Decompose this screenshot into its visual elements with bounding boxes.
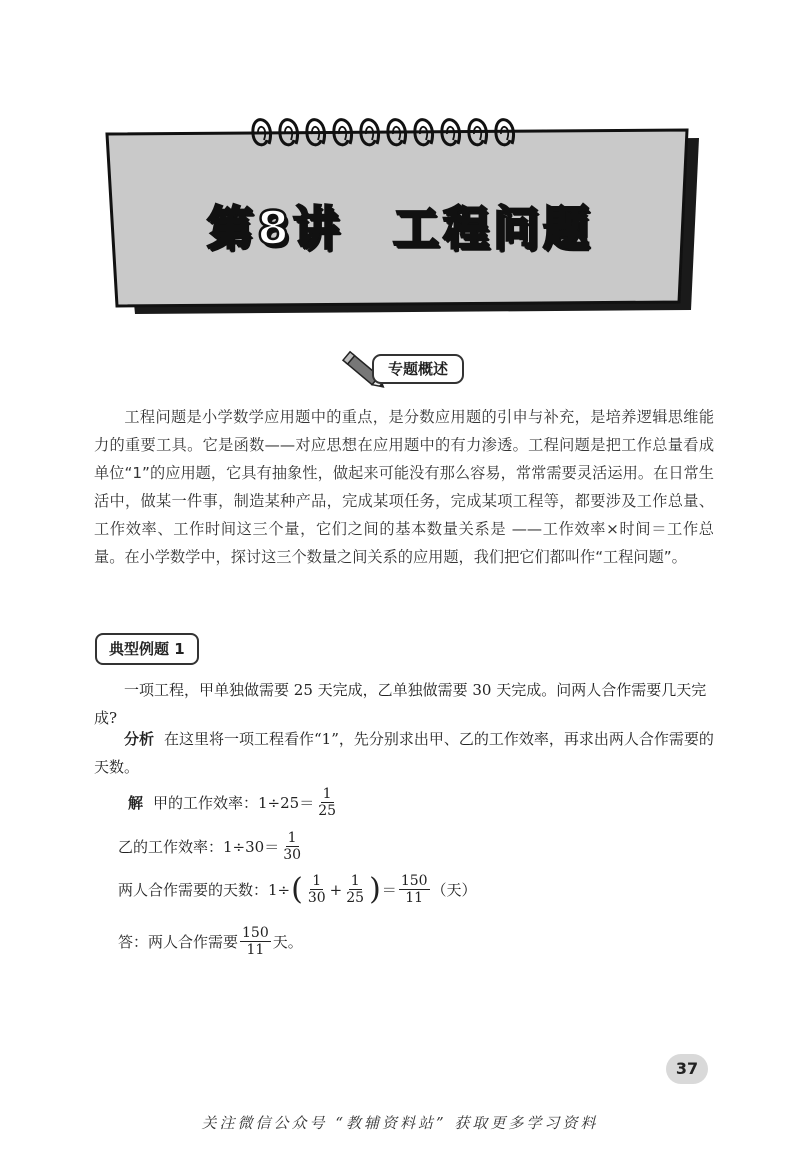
- solution-line-1: [128, 786, 340, 819]
- page-number: 37: [666, 1054, 708, 1084]
- solution-line-2: [118, 830, 305, 863]
- answer-fraction: [240, 925, 271, 958]
- eq2-numerator: 1: [287, 830, 297, 846]
- eq3-unit: （天）: [431, 881, 477, 899]
- solution-line-3: [118, 873, 477, 906]
- answer-prefix: 答：两人合作需要: [118, 933, 239, 951]
- eq1-fraction: [316, 786, 338, 819]
- eq3-equals: ＝: [381, 881, 397, 899]
- eq3-fraction-2: [344, 873, 366, 906]
- intro-paragraph: 工程问题是小学数学应用题中的重点，是分数应用题的引申与补充，是培养逻辑思维能力的重要工具。它是函数——对应思想在应用题中的有力渗透。工程问题是把工作总量看成单位“1”的应用题，它具有抽象性，做起来可能没有那么容易，常常需要灵活运用。在日常生活中，做某一件事，制造某种产品，完成某项任务，完成某项工程等，都要涉及工作总量、工作效率、工作时间这三个量，它们之间的基本数量关系是 ——工作效率×时间＝工作总量。在小学数学中，探讨这三个数量之间关系的应用题，我们把它们都叫作“工程问题”。: [94, 408, 714, 566]
- answer-suffix: 天。: [272, 933, 303, 951]
- eq3-result-numerator: 150: [400, 873, 428, 889]
- eq2-fraction: [281, 830, 303, 863]
- example-title: 典型例题 1: [95, 633, 199, 665]
- footer-note: 关注微信公众号 “教辅资料站” 获取更多学习资料: [201, 1114, 599, 1132]
- eq3-fraction-1: [306, 873, 328, 906]
- answer-numerator: 150: [242, 925, 269, 941]
- answer-denominator: 11: [246, 942, 265, 958]
- section-tag: [340, 342, 470, 390]
- solution-label: 解: [128, 794, 144, 812]
- eq3-plus: +: [329, 880, 343, 899]
- eq2-text: 乙的工作效率：1÷30＝: [118, 838, 280, 856]
- section-label: 专题概述: [372, 354, 464, 384]
- eq3-text: 两人合作需要的天数：1÷: [118, 881, 291, 899]
- eq3-f1-numerator: 1: [312, 873, 322, 889]
- analysis-label: 分析: [124, 730, 155, 748]
- eq3-f1-denominator: 30: [307, 890, 326, 906]
- chapter-banner: [95, 100, 705, 315]
- eq1-numerator: 1: [322, 786, 332, 802]
- eq3-paren-open: (: [291, 871, 303, 907]
- eq3-result-denominator: 11: [405, 890, 424, 906]
- chapter-title: 第8讲 工程问题: [206, 201, 593, 255]
- eq3-paren-close: ): [369, 871, 381, 907]
- problem-text: 一项工程，甲单独做需要 25 天完成，乙单独做需要 30 天完成。问两人合作需要几天完成?: [94, 681, 707, 727]
- answer-line: [118, 925, 303, 958]
- eq3-result-fraction: [399, 873, 430, 906]
- eq1-text: 甲的工作效率：1÷25＝: [153, 794, 315, 812]
- analysis-text: 在这里将一项工程看作“1”，先分别求出甲、乙的工作效率，再求出两人合作需要的天数。: [94, 730, 714, 776]
- eq3-f2-denominator: 25: [346, 890, 365, 906]
- eq1-denominator: 25: [318, 803, 337, 819]
- eq3-f2-numerator: 1: [350, 873, 360, 889]
- analysis-block: [94, 725, 714, 781]
- eq2-denominator: 30: [283, 847, 302, 863]
